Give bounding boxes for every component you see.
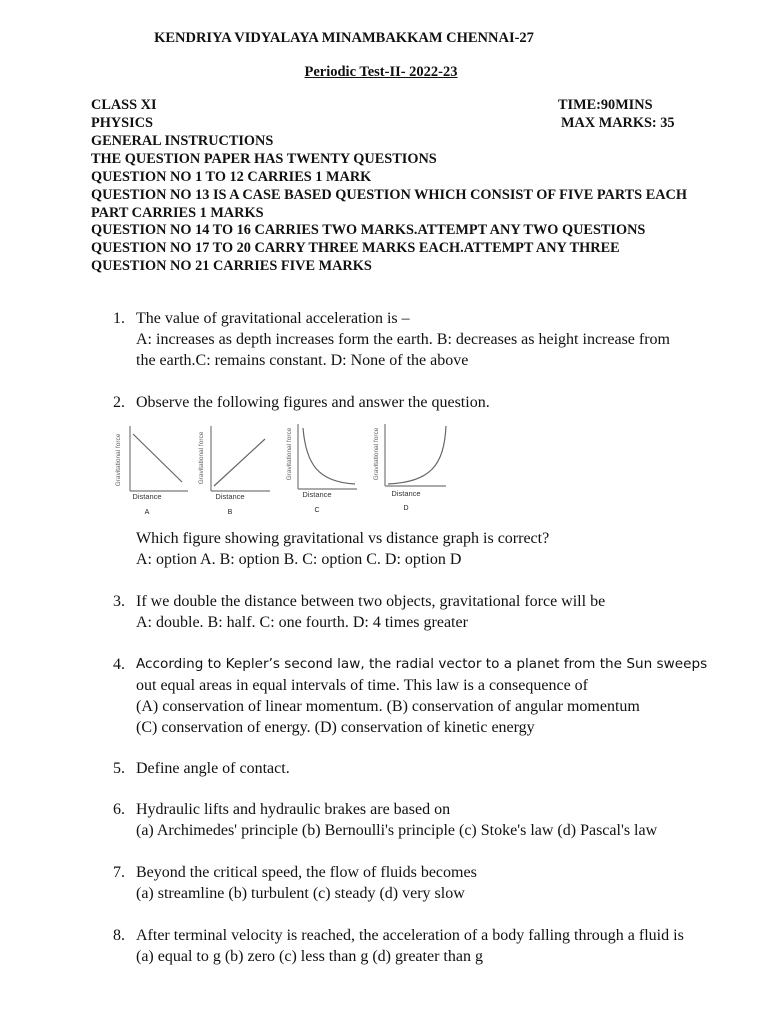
x-axis-label: Distance — [391, 489, 421, 498]
instruction-line: GENERAL INSTRUCTIONS — [91, 133, 274, 149]
panel-letter: D — [403, 505, 409, 512]
y-axis-label: Gravitational force — [198, 431, 205, 485]
graph-a — [115, 426, 188, 516]
question-options: (a) equal to g (b) zero (c) less than g (d) greater than g — [136, 948, 483, 965]
question-number: 6. — [113, 801, 125, 818]
school-name: KENDRIYA VIDYALAYA MINAMBAKKAM CHENNAI-27 — [154, 30, 534, 46]
question-text: According to Kepler’s second law, the radial vector to a planet from the Sun sweeps — [136, 656, 708, 672]
y-axis-label: Gravitational force — [286, 427, 293, 481]
subject-label: PHYSICS — [91, 115, 153, 131]
question-options: (a) Archimedes' principle (b) Bernoulli's principle (c) Stoke's law (d) Pascal's law — [136, 822, 658, 839]
question-number: 2. — [113, 394, 125, 411]
question-number: 1. — [113, 310, 125, 327]
instruction-line: THE QUESTION PAPER HAS TWENTY QUESTIONS — [91, 151, 437, 167]
question-options: A: option A. B: option B. C: option C. D: option D — [136, 551, 462, 568]
question-text: If we double the distance between two objects, gravitational force will be — [136, 593, 606, 610]
instruction-line: QUESTION NO 14 TO 16 CARRIES TWO MARKS.ATTEMPT ANY TWO QUESTIONS — [91, 222, 646, 238]
question-options: A: double. B: half. C: one fourth. D: 4 times greater — [136, 614, 468, 631]
graph-b — [198, 426, 270, 516]
question-number: 8. — [113, 927, 125, 944]
question-options: (C) conservation of energy. (D) conservation of kinetic energy — [136, 719, 535, 736]
x-axis-label: Distance — [132, 492, 162, 501]
question-text: After terminal velocity is reached, the acceleration of a body falling through a fluid is — [136, 927, 684, 944]
panel-letter: B — [227, 509, 233, 516]
instruction-line: PART CARRIES 1 MARKS — [91, 205, 264, 221]
question-number: 3. — [113, 593, 125, 610]
question-text: Hydraulic lifts and hydraulic brakes are based on — [136, 801, 451, 818]
panel-letter: A — [144, 509, 150, 516]
x-axis-label: Distance — [302, 490, 332, 499]
graph-c — [286, 424, 357, 514]
graph-d — [373, 424, 446, 512]
question-number: 5. — [113, 760, 125, 777]
question-options: (A) conservation of linear momentum. (B) conservation of angular momentum — [136, 698, 640, 715]
question-number: 4. — [113, 656, 125, 673]
panel-letter: C — [314, 507, 320, 514]
question-text: The value of gravitational acceleration is – — [136, 310, 410, 327]
question-options: the earth.C: remains constant. D: None of the above — [136, 352, 469, 369]
question-text: Observe the following figures and answer the question. — [136, 394, 490, 411]
instruction-line: QUESTION NO 21 CARRIES FIVE MARKS — [91, 258, 372, 274]
y-axis-label: Gravitational force — [115, 433, 122, 487]
question-options: A: increases as depth increases form the earth. B: decreases as height increase from — [136, 331, 670, 348]
question-options: (a) streamline (b) turbulent (c) steady (d) very slow — [136, 885, 465, 902]
test-title: Periodic Test-II- 2022-23 — [304, 64, 458, 80]
instruction-line: QUESTION NO 13 IS A CASE BASED QUESTION WHICH CONSIST OF FIVE PARTS EACH — [91, 187, 688, 203]
question-text: out equal areas in equal intervals of time. This law is a consequence of — [136, 677, 588, 694]
question-number: 7. — [113, 864, 125, 881]
question-text: Beyond the critical speed, the flow of fluids becomes — [136, 864, 477, 881]
class-label: CLASS XI — [91, 97, 157, 113]
question-text: Which figure showing gravitational vs distance graph is correct? — [136, 530, 550, 547]
instruction-line: QUESTION NO 1 TO 12 CARRIES 1 MARK — [91, 169, 372, 185]
time-label: TIME:90MINS — [558, 97, 653, 113]
x-axis-label: Distance — [215, 492, 245, 501]
question-text: Define angle of contact. — [136, 760, 290, 777]
instruction-line: QUESTION NO 17 TO 20 CARRY THREE MARKS EACH.ATTEMPT ANY THREE — [91, 240, 620, 256]
max-marks-label: MAX MARKS: 35 — [561, 115, 675, 131]
y-axis-label: Gravitational force — [373, 427, 380, 481]
graphs-figure — [110, 414, 470, 520]
